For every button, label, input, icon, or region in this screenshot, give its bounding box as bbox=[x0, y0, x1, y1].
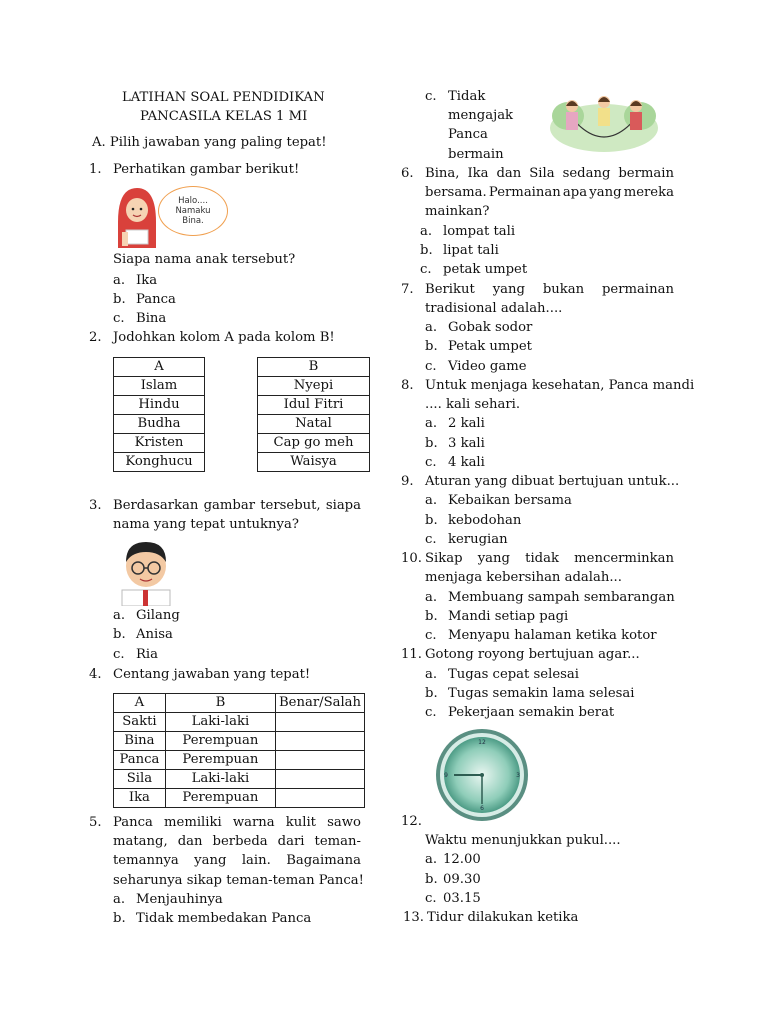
bubble-line-3: Bina. bbox=[182, 216, 204, 226]
q4-cell: Perempuan bbox=[165, 789, 275, 808]
q1-option-b-letter: b. bbox=[113, 292, 126, 307]
q6-line-2 bbox=[425, 183, 674, 202]
q4-answer-cell[interactable] bbox=[276, 751, 365, 770]
word: warna bbox=[232, 815, 275, 830]
q10-option-c-letter: c. bbox=[425, 628, 437, 643]
q8-number: 8. bbox=[401, 378, 414, 393]
q6-line-3: mainkan? bbox=[425, 204, 490, 219]
word: dan bbox=[177, 834, 203, 849]
clock-number-6: 6 bbox=[480, 805, 484, 812]
word: yang bbox=[492, 282, 525, 297]
table-b-header: B bbox=[258, 358, 370, 377]
q8-option-a-letter: a. bbox=[425, 416, 438, 431]
q6-number: 6. bbox=[401, 166, 414, 181]
q3-option-b-letter: b. bbox=[113, 627, 126, 642]
q11-text: Gotong royong bertujuan agar... bbox=[425, 647, 640, 662]
q6-option-a-letter: a. bbox=[420, 224, 433, 239]
word: tersebut, bbox=[260, 498, 321, 513]
word: kulit bbox=[285, 815, 316, 830]
word: yang bbox=[589, 185, 622, 200]
word: dari bbox=[277, 834, 305, 849]
q4-number: 4. bbox=[89, 667, 102, 682]
word: yang bbox=[194, 853, 227, 868]
word: siapa bbox=[325, 498, 361, 513]
q6-option-b: lipat tali bbox=[443, 243, 499, 258]
q7-option-c: Video game bbox=[448, 359, 527, 374]
table-a-header: A bbox=[114, 358, 205, 377]
title-line-2: PANCASILA KELAS 1 MI bbox=[140, 109, 308, 124]
q10-option-c: Menyapu halaman ketika kotor bbox=[448, 628, 657, 643]
q7-line-1 bbox=[425, 280, 674, 299]
clock-icon bbox=[430, 728, 534, 822]
word: gambar bbox=[203, 498, 256, 513]
q8-option-c: 4 kali bbox=[448, 455, 485, 470]
q6-option-a: lompat tali bbox=[443, 224, 516, 239]
q8-option-b-letter: b. bbox=[425, 436, 438, 451]
children-jump-rope-illustration bbox=[548, 86, 660, 154]
q4-answer-cell[interactable] bbox=[276, 732, 365, 751]
q8-option-b: 3 kali bbox=[448, 436, 485, 451]
q4-answer-cell[interactable] bbox=[276, 713, 365, 732]
table-a-cell: Kristen bbox=[114, 434, 205, 453]
word: Sikap bbox=[425, 551, 463, 566]
word: berbeda bbox=[212, 834, 268, 849]
q4-cell: Sakti bbox=[114, 713, 166, 732]
word: temannya bbox=[113, 853, 179, 868]
table-row bbox=[114, 732, 365, 751]
word: dan bbox=[496, 166, 522, 181]
q6-option-c: petak umpet bbox=[443, 262, 528, 277]
table-row bbox=[114, 713, 365, 732]
q13-text: Tidur dilakukan ketika bbox=[427, 910, 579, 925]
q4-cell: Ika bbox=[114, 789, 166, 808]
q3-option-a: Gilang bbox=[136, 608, 180, 623]
q11-number: 11. bbox=[401, 647, 422, 662]
speech-bubble bbox=[158, 186, 228, 236]
word: Bina, bbox=[425, 166, 460, 181]
q10-number: 10. bbox=[401, 551, 422, 566]
q10-option-a-letter: a. bbox=[425, 590, 438, 605]
table-b-cell: Natal bbox=[258, 415, 370, 434]
q12-option-b-letter: b. bbox=[425, 872, 438, 887]
table-column-a bbox=[113, 357, 205, 472]
q4-header-benar-salah: Benar/Salah bbox=[276, 694, 365, 713]
q8-option-c-letter: c. bbox=[425, 455, 437, 470]
q8-option-a: 2 kali bbox=[448, 416, 485, 431]
q3-option-c: Ria bbox=[136, 647, 159, 662]
q5-line-4: seharunya sikap teman-teman Panca! bbox=[113, 873, 364, 888]
q13-number: 13. bbox=[403, 910, 424, 925]
q11-option-c: Pekerjaan semakin berat bbox=[448, 705, 615, 720]
q1-number: 1. bbox=[89, 162, 102, 177]
title-line-1: LATIHAN SOAL PENDIDIKAN bbox=[122, 90, 325, 105]
word: mencerminkan bbox=[574, 551, 674, 566]
word: sedang bbox=[562, 166, 611, 181]
word: yang bbox=[477, 551, 510, 566]
q12-option-a: 12.00 bbox=[443, 852, 481, 867]
q12-number: 12. bbox=[401, 814, 422, 829]
q11-option-b: Tugas semakin lama selesai bbox=[448, 686, 635, 701]
q7-number: 7. bbox=[401, 282, 414, 297]
q12-option-c: 03.15 bbox=[443, 891, 481, 906]
word: Panca bbox=[113, 815, 153, 830]
table-b-cell: Idul Fitri bbox=[258, 396, 370, 415]
bubble-line-2: Namaku bbox=[175, 206, 211, 216]
q9-text: Aturan yang dibuat bertujuan untuk... bbox=[425, 474, 680, 489]
clock-number-3: 3 bbox=[516, 772, 520, 779]
q2-number: 2. bbox=[89, 330, 102, 345]
q12-option-a-letter: a. bbox=[425, 852, 438, 867]
table-a-cell: Hindu bbox=[114, 396, 205, 415]
table-a-cell: Budha bbox=[114, 415, 205, 434]
q9-option-c-letter: c. bbox=[425, 532, 437, 547]
q5-option-c-line-3: Panca bbox=[448, 127, 488, 142]
q8-line-2: .... kali sehari. bbox=[425, 397, 521, 412]
word: Bagaimana bbox=[286, 853, 361, 868]
q12-option-c-letter: c. bbox=[425, 891, 437, 906]
q5-line-2 bbox=[113, 832, 361, 851]
q6-option-c-letter: c. bbox=[420, 262, 432, 277]
word: bermain bbox=[618, 166, 674, 181]
q12-option-b: 09.30 bbox=[443, 872, 481, 887]
q10-line-1 bbox=[425, 549, 674, 568]
table-b-cell: Nyepi bbox=[258, 377, 370, 396]
q9-option-a-letter: a. bbox=[425, 493, 438, 508]
q7-option-b-letter: b. bbox=[425, 339, 438, 354]
q5-line-1 bbox=[113, 813, 361, 832]
q1-option-c: Bina bbox=[136, 311, 167, 326]
word: Berdasarkan bbox=[113, 498, 199, 513]
q6-line-1 bbox=[425, 164, 674, 183]
q7-option-c-letter: c. bbox=[425, 359, 437, 374]
table-b-cell: Cap go meh bbox=[258, 434, 370, 453]
q1-option-b: Panca bbox=[136, 292, 176, 307]
q5-option-b: Tidak membedakan Panca bbox=[136, 911, 312, 926]
q9-option-b-letter: b. bbox=[425, 513, 438, 528]
girl-hijab-illustration bbox=[112, 184, 162, 250]
word: tidak bbox=[525, 551, 559, 566]
q1-option-a: Ika bbox=[136, 273, 158, 288]
q3-number: 3. bbox=[89, 498, 102, 513]
q4-text: Centang jawaban yang tepat! bbox=[113, 667, 311, 682]
q5-option-a-letter: a. bbox=[113, 892, 126, 907]
q11-option-a-letter: a. bbox=[425, 667, 438, 682]
word: bukan bbox=[542, 282, 585, 297]
q9-option-b: kebodohan bbox=[448, 513, 522, 528]
table-row bbox=[114, 751, 365, 770]
q4-header-b: B bbox=[165, 694, 275, 713]
word: bersama. bbox=[425, 185, 487, 200]
q3-line-2: nama yang tepat untuknya? bbox=[113, 517, 299, 532]
table-row bbox=[114, 770, 365, 789]
q5-number: 5. bbox=[89, 815, 102, 830]
q11-option-b-letter: b. bbox=[425, 686, 438, 701]
q7-option-a-letter: a. bbox=[425, 320, 438, 335]
boy-glasses-illustration bbox=[112, 538, 180, 606]
clock-number-12: 12 bbox=[478, 739, 486, 746]
q4-cell: Laki-laki bbox=[165, 770, 275, 789]
q1-question: Siapa nama anak tersebut? bbox=[113, 252, 296, 267]
q4-table bbox=[113, 693, 365, 808]
q5-option-b-letter: b. bbox=[113, 911, 126, 926]
q1-text: Perhatikan gambar berikut! bbox=[113, 162, 300, 177]
word: sawo bbox=[327, 815, 361, 830]
q7-option-b: Petak umpet bbox=[448, 339, 532, 354]
q4-cell: Bina bbox=[114, 732, 166, 751]
word: memiliki bbox=[164, 815, 222, 830]
q10-option-b-letter: b. bbox=[425, 609, 438, 624]
word: matang, bbox=[113, 834, 168, 849]
table-a-cell: Konghucu bbox=[114, 453, 205, 472]
q7-line-2: tradisional adalah.... bbox=[425, 301, 563, 316]
q3-option-c-letter: c. bbox=[113, 647, 125, 662]
q4-cell: Perempuan bbox=[165, 751, 275, 770]
q5-line-3 bbox=[113, 851, 361, 870]
q8-line-1: Untuk menjaga kesehatan, Panca mandi bbox=[425, 378, 695, 393]
q2-text: Jodohkan kolom A pada kolom B! bbox=[113, 330, 335, 345]
q10-line-2: menjaga kebersihan adalah... bbox=[425, 570, 622, 585]
table-row bbox=[114, 789, 365, 808]
q9-number: 9. bbox=[401, 474, 414, 489]
q10-option-a: Membuang sampah sembarangan bbox=[448, 590, 675, 605]
q6-option-b-letter: b. bbox=[420, 243, 433, 258]
word: Ika bbox=[467, 166, 489, 181]
clock-number-9: 9 bbox=[444, 772, 448, 779]
q4-cell: Sila bbox=[114, 770, 166, 789]
q4-answer-cell[interactable] bbox=[276, 789, 365, 808]
table-b-cell: Waisya bbox=[258, 453, 370, 472]
word: permainan bbox=[601, 282, 674, 297]
q5-option-a: Menjauhinya bbox=[136, 892, 223, 907]
q5-option-c-line-2: mengajak bbox=[448, 108, 514, 123]
q4-cell: Panca bbox=[114, 751, 166, 770]
word: Sila bbox=[529, 166, 555, 181]
q4-header-a: A bbox=[114, 694, 166, 713]
q1-option-a-letter: a. bbox=[113, 273, 126, 288]
q5-option-c-letter: c. bbox=[425, 89, 437, 104]
q3-option-b: Anisa bbox=[136, 627, 173, 642]
q9-option-c: kerugian bbox=[448, 532, 508, 547]
q11-option-a: Tugas cepat selesai bbox=[448, 667, 579, 682]
word: teman- bbox=[314, 834, 361, 849]
q12-text: Waktu menunjukkan pukul.... bbox=[425, 833, 621, 848]
word: Permainan bbox=[488, 185, 561, 200]
word: Berikut bbox=[425, 282, 475, 297]
word: mereka bbox=[623, 185, 674, 200]
word: lain. bbox=[241, 853, 271, 868]
q10-option-b: Mandi setiap pagi bbox=[448, 609, 569, 624]
q7-option-a: Gobak sodor bbox=[448, 320, 533, 335]
q5-option-c-line-1: Tidak bbox=[448, 89, 486, 104]
q1-option-c-letter: c. bbox=[113, 311, 125, 326]
q4-cell: Perempuan bbox=[165, 732, 275, 751]
q4-answer-cell[interactable] bbox=[276, 770, 365, 789]
q11-option-c-letter: c. bbox=[425, 705, 437, 720]
word: apa bbox=[562, 185, 588, 200]
table-a-cell: Islam bbox=[114, 377, 205, 396]
q3-line-1 bbox=[113, 496, 361, 515]
q5-option-c-line-4: bermain bbox=[448, 147, 504, 162]
section-a-instruction: A. Pilih jawaban yang paling tepat! bbox=[92, 135, 327, 150]
table-column-b bbox=[257, 357, 370, 472]
bubble-line-1: Halo.... bbox=[178, 196, 208, 206]
q4-cell: Laki-laki bbox=[165, 713, 275, 732]
q9-option-a: Kebaikan bersama bbox=[448, 493, 572, 508]
q3-option-a-letter: a. bbox=[113, 608, 126, 623]
